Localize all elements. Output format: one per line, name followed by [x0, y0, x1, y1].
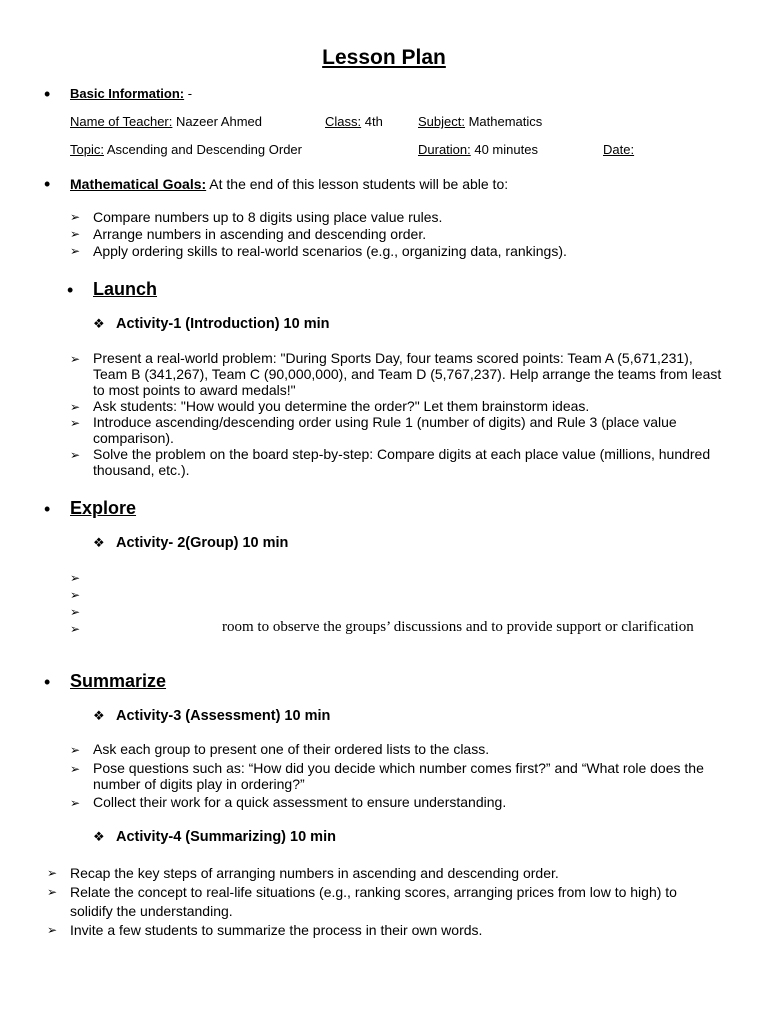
arrow-icon: ➢ [47, 923, 58, 937]
arrow-icon: ➢ [70, 416, 81, 430]
arrow-icon: ➢ [70, 244, 81, 258]
arrow-icon: ➢ [47, 885, 58, 899]
summarizing-item: Invite a few students to summarize the process in their own words. [70, 922, 483, 938]
goals-heading [70, 176, 508, 192]
activity-3-title: Activity-3 (Assessment) 10 min [116, 708, 331, 724]
diamond-icon: ❖ [93, 829, 105, 844]
goal-item: Arrange numbers in ascending and descending order. [93, 226, 427, 242]
activity-4-title: Activity-4 (Summarizing) 10 min [116, 829, 336, 845]
goals-label: Mathematical Goals: [70, 176, 207, 192]
basic-info-suffix: - [184, 86, 193, 101]
subject-value: Mathematics [464, 114, 543, 129]
explore-item: room to observe the groups’ discussions and to provide support or clarification [222, 619, 694, 635]
arrow-icon: ➢ [70, 762, 81, 776]
bullet-icon: • [67, 280, 74, 300]
arrow-icon: ➢ [70, 588, 81, 602]
topic-label: Topic: [70, 142, 104, 157]
duration-value: 40 minutes [470, 142, 538, 157]
class-label: Class: [325, 114, 362, 129]
arrow-icon: ➢ [70, 210, 81, 224]
subject-label: Subject: [418, 114, 465, 129]
bullet-icon: • [44, 499, 51, 519]
launch-item: Present a real-world problem: "During Sports Day, four teams scored points: Team A (5,671,231), Team B (341,267), Team C (90,000,000), and Team D (5,767,237). Help arrange the teams from least to most points to award medals!" [93, 350, 722, 398]
assessment-item: Ask each group to present one of their ordered lists to the class. [93, 741, 490, 757]
duration-label: Duration: [418, 142, 471, 157]
basic-info-heading [70, 86, 192, 101]
class-field [325, 114, 383, 129]
summarizing-item: Recap the key steps of arranging numbers in ascending and descending order. [70, 865, 559, 881]
date-label: Date: [603, 142, 635, 157]
diamond-icon: ❖ [93, 708, 105, 723]
arrow-icon: ➢ [70, 796, 81, 810]
goals-intro: At the end of this lesson students will be able to: [206, 176, 509, 192]
bullet-icon: • [44, 672, 51, 692]
launch-item: Ask students: "How would you determine the order?" Let them brainstorm ideas. [93, 398, 590, 414]
activity-1-title: Activity-1 (Introduction) 10 min [116, 316, 330, 332]
goal-item: Apply ordering skills to real-world scenarios (e.g., organizing data, rankings). [93, 243, 567, 259]
duration-field [418, 142, 538, 157]
topic-value: Ascending and Descending Order [103, 142, 302, 157]
topic-field [70, 142, 302, 157]
explore-heading: Explore [70, 498, 137, 518]
arrow-icon: ➢ [47, 866, 58, 880]
arrow-icon: ➢ [70, 448, 81, 462]
launch-item: Introduce ascending/descending order using Rule 1 (number of digits) and Rule 3 (place value comparison). [93, 414, 677, 446]
diamond-icon: ❖ [93, 316, 105, 331]
teacher-label: Name of Teacher: [70, 114, 173, 129]
diamond-icon: ❖ [93, 535, 105, 550]
arrow-icon: ➢ [70, 605, 81, 619]
subject-field [418, 114, 542, 129]
teacher-field [70, 114, 262, 129]
launch-item: Solve the problem on the board step-by-step: Compare digits at each place value (millions, hundred thousand, etc.). [93, 446, 711, 478]
arrow-icon: ➢ [70, 227, 81, 241]
basic-info-label: Basic Information: [70, 86, 185, 101]
summarizing-item: Relate the concept to real-life situations (e.g., ranking scores, arranging prices from low to high) to solidify the understanding. [70, 884, 677, 919]
arrow-icon: ➢ [70, 400, 81, 414]
class-value: 4th [361, 114, 383, 129]
summarize-heading: Summarize [70, 671, 167, 691]
activity-2-title: Activity- 2(Group) 10 min [116, 535, 289, 551]
teacher-value: Nazeer Ahmed [172, 114, 262, 129]
page-title: Lesson Plan [322, 46, 446, 69]
assessment-item: Pose questions such as: “How did you decide which number comes first?” and “What role does the number of digits play in ordering?” [93, 760, 704, 792]
assessment-item: Collect their work for a quick assessment to ensure understanding. [93, 794, 507, 810]
launch-heading: Launch [93, 279, 158, 299]
arrow-icon: ➢ [70, 352, 81, 366]
arrow-icon: ➢ [70, 622, 81, 636]
arrow-icon: ➢ [70, 743, 81, 757]
date-field [603, 142, 634, 157]
arrow-icon: ➢ [70, 571, 81, 585]
bullet-icon: • [44, 174, 51, 194]
bullet-icon: • [44, 84, 51, 104]
goal-item: Compare numbers up to 8 digits using place value rules. [93, 209, 443, 225]
